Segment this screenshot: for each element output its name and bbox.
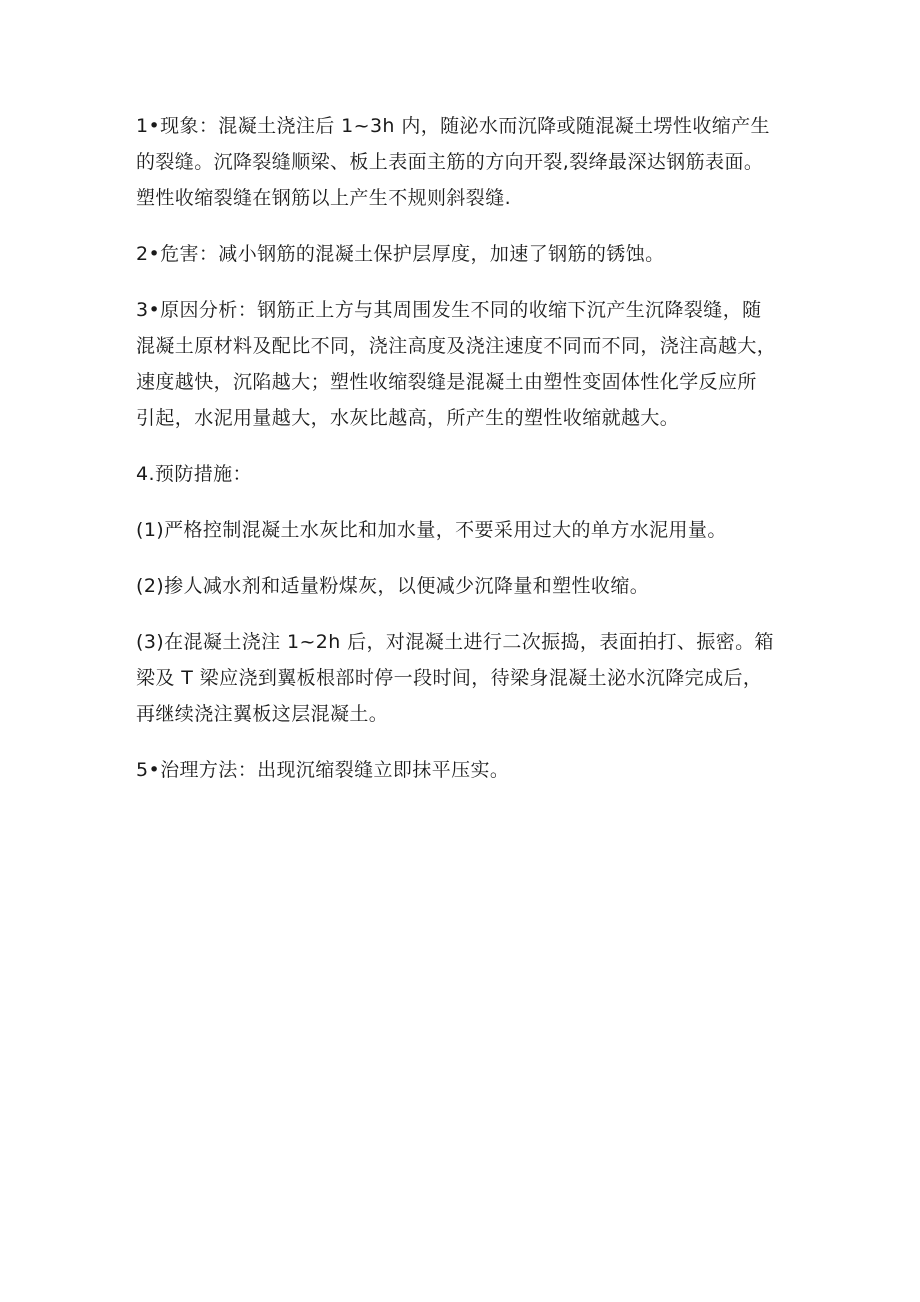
text-line: 的裂缝。沉降裂缝顺梁、板上表面主筋的方向开裂,裂绛最深达钢筋表面。 [136, 151, 764, 173]
text-line: 2•危害：减小钢筋的混凝土保护层厚度，加速了钢筋的锈蚀。 [136, 243, 665, 265]
text-line: 5•治理方法：出现沉缩裂缝立即抹平压实。 [136, 759, 510, 781]
text-line: (1)严格控制混凝土水灰比和加水量，不要采用过大的单方水泥用量。 [136, 519, 727, 541]
text-line: 4.预防措施： [136, 463, 252, 485]
paragraph-prevention-item-2 [136, 568, 816, 604]
text-line: 引起，水泥用量越大，水灰比越高，所产生的塑性收缩就越大。 [136, 407, 680, 429]
paragraph-hazard [136, 236, 816, 272]
text-line: (2)掺人减水剂和适量粉煤灰，以便减少沉降量和塑性收缩。 [136, 575, 650, 597]
text-line: 3•原因分析：钢筋正上方与其周围发生不同的收缩下沉产生沉降裂缝，随 [136, 299, 762, 321]
document-body [136, 108, 816, 808]
text-line: 混凝土原材料及配比不同，浇注高度及浇注速度不同而不同，浇注高越大， [136, 335, 777, 357]
text-line: 塑性收缩裂缝在钢筋以上产生不规则斜裂缝. [136, 187, 512, 209]
paragraph-prevention-item-1 [136, 512, 816, 548]
text-line: (3)在混凝土浇注 1~2h 后，对混凝土进行二次振捣，表面拍打、振密。箱 [136, 631, 774, 653]
text-line: 速度越快，沉陷越大；塑性收缩裂缝是混凝土由塑性变固体性化学反应所 [136, 371, 757, 393]
paragraph-treatment [136, 752, 816, 788]
paragraph-cause-analysis [136, 292, 816, 436]
paragraph-prevention-heading [136, 456, 816, 492]
text-line: 梁及 T 梁应浇到翼板根部时停一段时间，待梁身混凝土泌水沉降完成后， [136, 667, 763, 689]
paragraph-prevention-item-3 [136, 624, 816, 732]
paragraph-phenomenon [136, 108, 816, 216]
text-line: 再继续浇注翼板这层混凝土。 [136, 703, 389, 725]
text-line: 1•现象：混凝土浇注后 1~3h 内，随泌水而沉降或随混凝土塄性收缩产生 [136, 115, 770, 137]
